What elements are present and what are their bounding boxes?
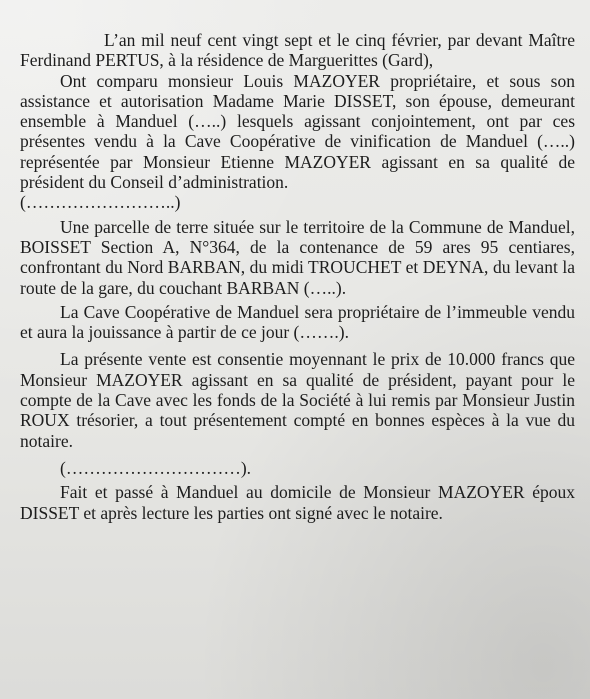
paragraph-signature-clause: Fait et passé à Manduel au domicile de Monsieur MAZOYER époux DISSET et après lecture les parties ont signé avec le notaire. <box>20 482 575 523</box>
paragraph-ownership: La Cave Coopérative de Manduel sera propriétaire de l’immeuble vendu et aura la jouissance à partir de ce jour (…….). <box>20 301 575 343</box>
paragraph-parties: Ont comparu monsieur Louis MAZOYER propriétaire, et sous son assistance et autorisation Madame Marie DISSET, son épouse, demeurant ensemble à Manduel (…..) lesquels agissant conjointement, ont par ces présentes vendu à la Cave Coopérative de vinification de Manduel (…..) représentée par Monsieur Etienne MAZOYER agissant en sa qualité de président du Conseil d’administration. <box>20 70 575 193</box>
notarial-deed-text <box>20 30 575 523</box>
paragraph-price: La présente vente est consentie moyennant le prix de 10.000 francs que Monsieur MAZOYER agissant en sa qualité de président, payant pour le compte de la Cave avec les fonds de la Société à lui remis par Monsieur Justin ROUX trésorier, a tout présentement compté en bonnes espèces à la vue du notaire. <box>20 349 575 451</box>
paragraph-parcel-description: Une parcelle de terre située sur le territoire de la Commune de Manduel, BOISSET Section A, N°364, de la contenance de 59 ares 95 centiares, confrontant du Nord BARBAN, du midi TROUCHET et DEYNA, du levant la route de la gare, du couchant BARBAN (…..). <box>20 216 575 298</box>
paragraph-ellipsis-2: (…………………………). <box>60 457 252 478</box>
paragraph-preamble: L’an mil neuf cent vingt sept et le cinq février, par devant Maître Ferdinand PERTUS, à la résidence de Marguerittes (Gard), <box>20 30 575 71</box>
paragraph-ellipsis-1: (……………………..) <box>20 192 181 213</box>
